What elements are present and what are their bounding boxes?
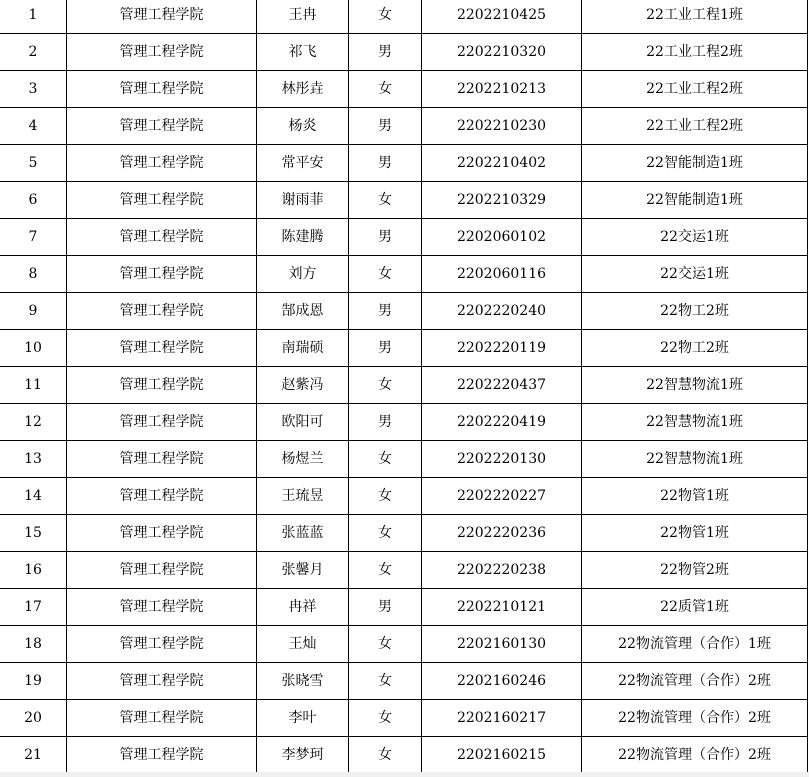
- college-cell: 管理工程学院: [67, 404, 257, 441]
- gender-cell: 男: [349, 108, 422, 145]
- class-cell: 22工业工程2班: [582, 71, 808, 108]
- student-id-cell: 2202220119: [422, 330, 582, 367]
- table-row: [0, 515, 808, 552]
- bottom-edge-strip: [0, 772, 809, 777]
- class-cell: 22工业工程1班: [582, 0, 808, 34]
- college-cell: 管理工程学院: [67, 552, 257, 589]
- gender-cell: 女: [349, 182, 422, 219]
- class-cell: 22物流管理（合作）2班: [582, 663, 808, 700]
- table-row: [0, 145, 808, 182]
- student-id-cell: 2202210213: [422, 71, 582, 108]
- class-cell: 22智能制造1班: [582, 182, 808, 219]
- table-row: [0, 626, 808, 663]
- class-cell: 22智能制造1班: [582, 145, 808, 182]
- college-cell: 管理工程学院: [67, 737, 257, 774]
- student-id-cell: 2202210329: [422, 182, 582, 219]
- row-number: 11: [0, 367, 67, 404]
- table-row: [0, 293, 808, 330]
- class-cell: 22物流管理（合作）2班: [582, 700, 808, 737]
- row-number: 8: [0, 256, 67, 293]
- college-cell: 管理工程学院: [67, 700, 257, 737]
- student-name-cell: 王灿: [257, 626, 349, 663]
- student-name-cell: 李梦珂: [257, 737, 349, 774]
- college-cell: 管理工程学院: [67, 145, 257, 182]
- table-row: [0, 219, 808, 256]
- student-name-cell: 王琉昱: [257, 478, 349, 515]
- student-name-cell: 杨炎: [257, 108, 349, 145]
- row-number: 13: [0, 441, 67, 478]
- gender-cell: 男: [349, 219, 422, 256]
- student-name-cell: 赵紫冯: [257, 367, 349, 404]
- table-row: [0, 367, 808, 404]
- row-number: 16: [0, 552, 67, 589]
- college-cell: 管理工程学院: [67, 219, 257, 256]
- student-name-cell: 陈建腾: [257, 219, 349, 256]
- college-cell: 管理工程学院: [67, 478, 257, 515]
- row-number: 19: [0, 663, 67, 700]
- table-row: [0, 404, 808, 441]
- college-cell: 管理工程学院: [67, 293, 257, 330]
- college-cell: 管理工程学院: [67, 108, 257, 145]
- row-number: 21: [0, 737, 67, 774]
- student-id-cell: 2202220240: [422, 293, 582, 330]
- class-cell: 22物工2班: [582, 330, 808, 367]
- row-number: 10: [0, 330, 67, 367]
- class-cell: 22交运1班: [582, 219, 808, 256]
- row-number: 17: [0, 589, 67, 626]
- class-cell: 22物管1班: [582, 478, 808, 515]
- student-name-cell: 杨煜兰: [257, 441, 349, 478]
- class-cell: 22工业工程2班: [582, 34, 808, 71]
- row-number: 7: [0, 219, 67, 256]
- gender-cell: 女: [349, 663, 422, 700]
- table-row: [0, 34, 808, 71]
- row-number: 6: [0, 182, 67, 219]
- college-cell: 管理工程学院: [67, 663, 257, 700]
- table-row: [0, 441, 808, 478]
- class-cell: 22智慧物流1班: [582, 441, 808, 478]
- gender-cell: 女: [349, 737, 422, 774]
- table-row: [0, 478, 808, 515]
- student-name-cell: 张蓝蓝: [257, 515, 349, 552]
- table-row: [0, 737, 808, 774]
- gender-cell: 男: [349, 589, 422, 626]
- gender-cell: 女: [349, 441, 422, 478]
- student-id-cell: 2202160246: [422, 663, 582, 700]
- student-id-cell: 2202160217: [422, 700, 582, 737]
- class-cell: 22工业工程2班: [582, 108, 808, 145]
- table-row: [0, 663, 808, 700]
- student-id-cell: 2202220437: [422, 367, 582, 404]
- student-name-cell: 欧阳可: [257, 404, 349, 441]
- class-cell: 22智慧物流1班: [582, 367, 808, 404]
- college-cell: 管理工程学院: [67, 0, 257, 34]
- table-row: [0, 552, 808, 589]
- student-id-cell: 2202210425: [422, 0, 582, 34]
- class-cell: 22交运1班: [582, 256, 808, 293]
- gender-cell: 男: [349, 34, 422, 71]
- row-number: 12: [0, 404, 67, 441]
- class-cell: 22物管2班: [582, 552, 808, 589]
- gender-cell: 女: [349, 626, 422, 663]
- student-name-cell: 李叶: [257, 700, 349, 737]
- college-cell: 管理工程学院: [67, 34, 257, 71]
- student-id-cell: 2202220130: [422, 441, 582, 478]
- college-cell: 管理工程学院: [67, 626, 257, 663]
- student-name-cell: 冉祥: [257, 589, 349, 626]
- row-number: 3: [0, 71, 67, 108]
- gender-cell: 男: [349, 330, 422, 367]
- table-row: [0, 330, 808, 367]
- student-id-cell: 2202210402: [422, 145, 582, 182]
- college-cell: 管理工程学院: [67, 441, 257, 478]
- student-id-cell: 2202210121: [422, 589, 582, 626]
- student-id-cell: 2202210230: [422, 108, 582, 145]
- table-row: [0, 700, 808, 737]
- college-cell: 管理工程学院: [67, 256, 257, 293]
- gender-cell: 女: [349, 256, 422, 293]
- class-cell: 22物管1班: [582, 515, 808, 552]
- student-name-cell: 刘方: [257, 256, 349, 293]
- student-name-cell: 林彤垚: [257, 71, 349, 108]
- row-number: 18: [0, 626, 67, 663]
- table-row: [0, 256, 808, 293]
- gender-cell: 女: [349, 367, 422, 404]
- gender-cell: 女: [349, 700, 422, 737]
- row-number: 4: [0, 108, 67, 145]
- table-row: [0, 71, 808, 108]
- student-name-cell: 南瑞硕: [257, 330, 349, 367]
- college-cell: 管理工程学院: [67, 515, 257, 552]
- table-row: [0, 108, 808, 145]
- row-number: 9: [0, 293, 67, 330]
- class-cell: 22物流管理（合作）1班: [582, 626, 808, 663]
- student-name-cell: 郜成恩: [257, 293, 349, 330]
- table-row: [0, 182, 808, 219]
- college-cell: 管理工程学院: [67, 71, 257, 108]
- student-id-cell: 2202060116: [422, 256, 582, 293]
- row-number: 20: [0, 700, 67, 737]
- gender-cell: 女: [349, 71, 422, 108]
- student-id-cell: 2202160130: [422, 626, 582, 663]
- class-cell: 22质管1班: [582, 589, 808, 626]
- gender-cell: 女: [349, 515, 422, 552]
- college-cell: 管理工程学院: [67, 589, 257, 626]
- class-cell: 22物工2班: [582, 293, 808, 330]
- class-cell: 22物流管理（合作）2班: [582, 737, 808, 774]
- student-name-cell: 张馨月: [257, 552, 349, 589]
- row-number: 14: [0, 478, 67, 515]
- college-cell: 管理工程学院: [67, 330, 257, 367]
- student-id-cell: 2202220419: [422, 404, 582, 441]
- table-row: [0, 589, 808, 626]
- student-id-cell: 2202220227: [422, 478, 582, 515]
- student-id-cell: 2202210320: [422, 34, 582, 71]
- student-name-cell: 王冉: [257, 0, 349, 34]
- gender-cell: 男: [349, 293, 422, 330]
- gender-cell: 女: [349, 552, 422, 589]
- college-cell: 管理工程学院: [67, 182, 257, 219]
- student-name-cell: 常平安: [257, 145, 349, 182]
- student-id-cell: 2202220236: [422, 515, 582, 552]
- student-name-cell: 张晓雪: [257, 663, 349, 700]
- table-row: [0, 0, 808, 34]
- row-number: 2: [0, 34, 67, 71]
- row-number: 15: [0, 515, 67, 552]
- student-name-cell: 祁飞: [257, 34, 349, 71]
- gender-cell: 男: [349, 145, 422, 182]
- student-id-cell: 2202220238: [422, 552, 582, 589]
- gender-cell: 女: [349, 478, 422, 515]
- student-name-cell: 谢雨菲: [257, 182, 349, 219]
- row-number: 1: [0, 0, 67, 34]
- gender-cell: 女: [349, 0, 422, 34]
- class-cell: 22智慧物流1班: [582, 404, 808, 441]
- student-id-cell: 2202060102: [422, 219, 582, 256]
- college-cell: 管理工程学院: [67, 367, 257, 404]
- gender-cell: 男: [349, 404, 422, 441]
- row-number: 5: [0, 145, 67, 182]
- student-id-cell: 2202160215: [422, 737, 582, 774]
